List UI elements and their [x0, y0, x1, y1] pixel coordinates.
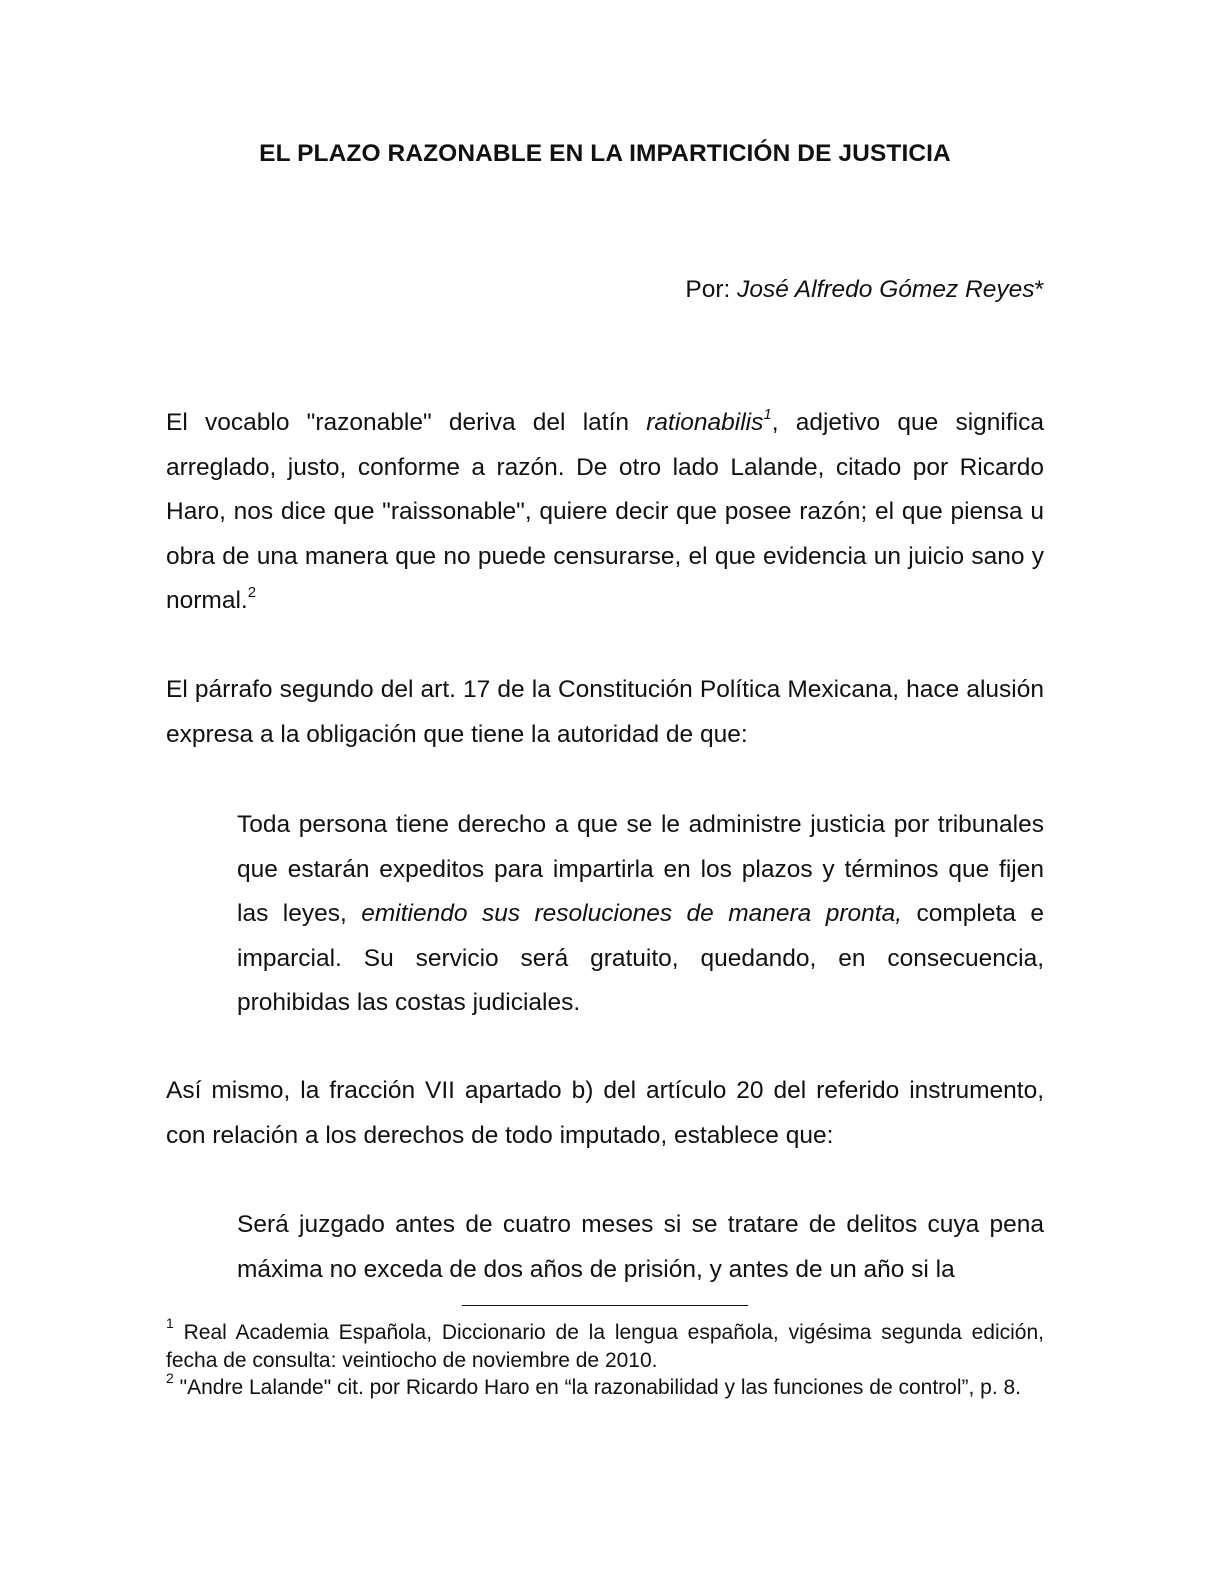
byline-prefix: Por:: [685, 276, 731, 303]
block-quote-2: Será juzgado antes de cuatro meses si se tratare de delitos cuya pena máxima no exceda de dos años de prisión, y antes de un año si la: [237, 1211, 1044, 1283]
footnote-1-text: Real Academia Española, Diccionario de la lengua española, vigésima segunda edición, fecha de consulta: veintiocho de noviembre de 2010.: [166, 1321, 1044, 1372]
block-quote-1-text-b: completa e imparcial. Su servicio será gratuito, quedando, en consecuencia, prohibidas las costas judiciales.: [237, 900, 1045, 1017]
block-quote-1: [237, 803, 1044, 1026]
footnote-2-number: 2: [166, 1370, 174, 1386]
footnote-2: [166, 1370, 1044, 1402]
block-quote-1-emphasis: emitiendo sus resoluciones de manera pronta,: [361, 900, 903, 928]
paragraph-1-text-a: El vocablo "razonable" deriva del latín: [166, 409, 647, 436]
paragraph-3: Así mismo, la fracción VII apartado b) del artículo 20 del referido instrumento, con relación a los derechos de todo imputado, establece que:: [166, 1077, 1044, 1149]
byline-author: José Alfredo Gómez Reyes: [737, 276, 1035, 303]
footnote-ref-1: 1: [763, 405, 772, 423]
footnotes: [166, 1315, 1044, 1402]
paragraph-1: [166, 401, 1044, 624]
block-quote-1-text-a: Toda persona tiene derecho a que se le administre justicia por tribunales que estarán expeditos para impartirla en los plazos y términos que fijen las leyes,: [237, 811, 1044, 928]
footnote-1: [166, 1315, 1044, 1374]
footnote-ref-2: 2: [247, 584, 257, 602]
byline: [685, 274, 1044, 306]
paragraph-2: El párrafo segundo del art. 17 de la Constitución Política Mexicana, hace alusión expresa a la obligación que tiene la autoridad de que:: [166, 676, 1044, 748]
footnote-separator: [462, 1305, 748, 1306]
footnote-1-number: 1: [166, 1315, 174, 1331]
paragraph-1-text-b: , adjetivo que significa arreglado, justo, conforme a razón. De otro lado Lalande, citado por Ricardo Haro, nos dice que "raissonable", quiere decir que posee razón; el que piensa u obra de una manera que no puede censurarse, el que evidencia un juicio sano y normal.: [166, 409, 1044, 615]
footnote-2-text: "Andre Lalande" cit. por Ricardo Haro en “la razonabilidad y las funciones de control”, p. 8.: [179, 1376, 1022, 1399]
paragraph-1-latin-term: rationabilis: [646, 409, 764, 436]
document-title: EL PLAZO RAZONABLE EN LA IMPARTICIÓN DE JUSTICIA: [259, 140, 951, 167]
author-footnote-mark: *: [1034, 276, 1044, 303]
